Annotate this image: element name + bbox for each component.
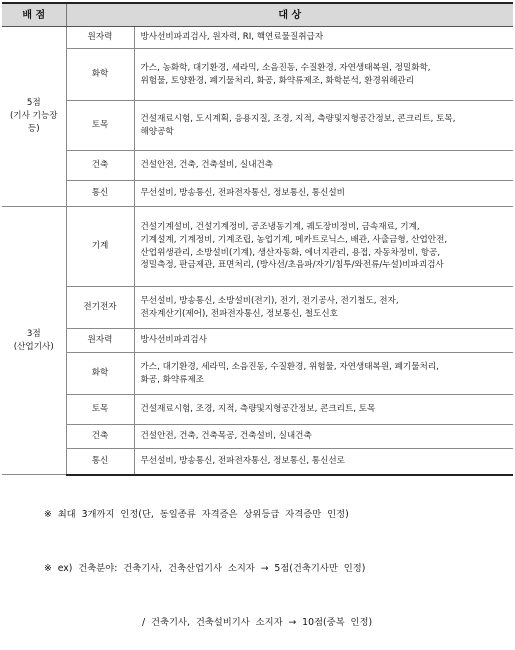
table-row xyxy=(2,353,513,395)
footnote-line: / 건축기사, 건축설비기사 소지자 → 10점(중복 인정) xyxy=(142,617,373,628)
field-cell: 통신 xyxy=(66,449,134,475)
items-cell: 가스, 대기환경, 세라믹, 소음진동, 수질환경, 위험물, 자연생태복원, 폐기물처리, 화공, 화약류제조 xyxy=(134,353,513,395)
items-cell: 무선설비, 방송통신, 소방설비(전기), 전기, 전기공사, 전기철도, 전자, 전자계산기(제어), 전파전자통신, 정보통신, 철도신호 xyxy=(134,287,513,329)
field-cell: 통신 xyxy=(66,181,134,207)
footnote-line: ※ ex) 건축분야: 건축기사, 건축산업기사 소지자 → 5점(건축기사만 인정) xyxy=(44,563,366,574)
items-cell: 건설재료시험, 도시계획, 응용지질, 조경, 지적, 측량및지형공간정보, 콘크리트, 토목, 해양공학 xyxy=(134,101,513,151)
items-cell: 건설기계설비, 건설기계정비, 공조냉동기계, 궤도장비정비, 금속재료, 기계, 기계설계, 기계정비, 기계조립, 농업기계, 메카트로닉스, 배관, 사출금형, 산업안전, 산업위생관리, 소방설비(기계), 생산자동화, 에너지관리, 용접, 자동차정비, 항공, 정밀측정, 판금제관, 표면처리, (방사선/초음파/자기/침투/와전류/누설)비파괴검사 xyxy=(134,207,513,287)
field-cell: 화학 xyxy=(66,353,134,395)
header-score: 배 점 xyxy=(2,3,66,27)
grade-cell: 3점 (산업기사) xyxy=(2,207,66,475)
footnotes xyxy=(44,470,372,650)
field-cell: 원자력 xyxy=(66,27,134,49)
field-cell: 기계 xyxy=(66,207,134,287)
table-row xyxy=(2,151,513,181)
table-row xyxy=(2,101,513,151)
items-cell: 건설재료시험, 조경, 지적, 측량및지형공간정보, 콘크리트, 토목 xyxy=(134,395,513,425)
grade-cell: 5점 (기사 기능장 등) xyxy=(2,27,66,207)
field-cell: 토목 xyxy=(66,101,134,151)
items-cell: 방사선비파괴검사 xyxy=(134,329,513,353)
items-cell: 방사선비파괴검사, 원자력, RI, 핵연료물질취급자 xyxy=(134,27,513,49)
field-cell: 토목 xyxy=(66,395,134,425)
table-row xyxy=(2,49,513,101)
table-row xyxy=(2,395,513,425)
items-cell: 무선설비, 방송통신, 전파전자통신, 정보통신, 통신선로 xyxy=(134,449,513,475)
header-target: 대 상 xyxy=(66,3,513,27)
table-row xyxy=(2,425,513,449)
footnote-line: ※ 최대 3개까지 인정(단, 동일종류 자격증은 상위등급 자격증만 인정) xyxy=(44,509,349,520)
table-header-row xyxy=(2,3,513,27)
table-row xyxy=(2,207,513,287)
items-cell: 무선설비, 방송통신, 전파전자통신, 정보통신, 통신설비 xyxy=(134,181,513,207)
items-cell: 건설안전, 건축, 건축설비, 실내건축 xyxy=(134,151,513,181)
score-criteria-table xyxy=(2,2,513,476)
table-row xyxy=(2,181,513,207)
table-row xyxy=(2,329,513,353)
field-cell: 전기전자 xyxy=(66,287,134,329)
table-row xyxy=(2,27,513,49)
items-cell: 건설안전, 건축, 건축목공, 건축설비, 실내건축 xyxy=(134,425,513,449)
field-cell: 건축 xyxy=(66,425,134,449)
field-cell: 화학 xyxy=(66,49,134,101)
table-row xyxy=(2,287,513,329)
items-cell: 가스, 농화학, 대기환경, 세라믹, 소음진동, 수질환경, 자연생태복원, 정밀화학, 위험물, 토양환경, 폐기물처리, 화공, 화약류제조, 화학분석, 환경위해관리 xyxy=(134,49,513,101)
field-cell: 원자력 xyxy=(66,329,134,353)
field-cell: 건축 xyxy=(66,151,134,181)
